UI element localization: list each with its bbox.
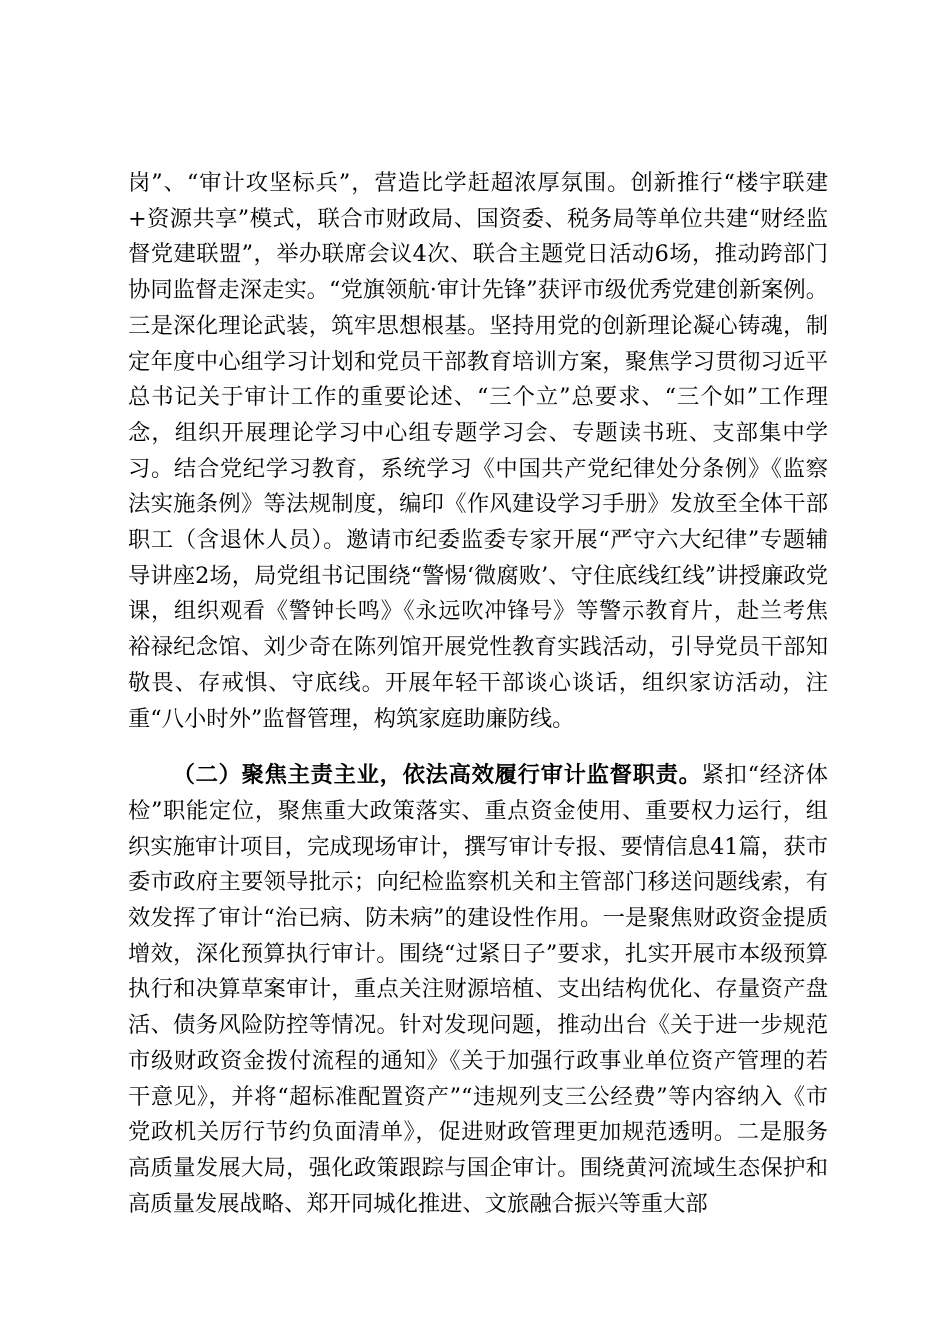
paragraph-text: 岗”、“审计攻坚标兵”，营造比学赶超浓厚氛围。创新推行“楼宇联建+资源共享”模式，联合市财政局、国资委、税务局等单位共建“财经监督党建联盟”，举办联席会议4次、联合主题党日活动6场，推动跨部门协同监督走深走实。“党旗领航·审计先锋”获评市级优秀党建创新案例。三是深化理论武装，筑牢思想根基。坚持用党的创新理论凝心铸魂，制定年度中心组学习计划和党员干部教育培训方案，聚焦学习贯彻习近平总书记关于审计工作的重要论述、“三个立”总要求、“三个如”工作理念，组织开展理论学习中心组专题学习会、专题读书班、支部集中学习。结合党纪学习教育，系统学习《中国共产党纪律处分条例》《监察法实施条例》等法规制度，编印《作风建设学习手册》发放至全体干部职工（含退休人员）。邀请市纪委监委专家开展“严守六大纪律”专题辅导讲座2场，局党组书记围绕“警惕‘微腐败’、守住底线红线”讲授廉政党课，组织观看《警钟长鸣》《永远吹冲锋号》等警示教育片，赴兰考焦裕禄纪念馆、刘少奇在陈列馆开展党性教育实践活动，引导党员干部知敬畏、存戒惧、守底线。开展年轻干部谈心谈话，组织家访活动，注重“八小时外”监督管理，构筑家庭助廉防线。 [128,170,828,732]
document-body [128,166,828,1222]
paragraph-text: 紧扣“经济体检”职能定位，聚焦重大政策落实、重点资金使用、重要权力运行，组织实施审计项目，完成现场审计，撰写审计专报、要情信息41篇，获市委市政府主要领导批示；向纪检监察机关和主管部门移送问题线索，有效发挥了审计“治已病、防未病”的建设性作用。一是聚焦财政资金提质增效，深化预算执行审计。围绕“过紧日子”要求，扎实开展市本级预算执行和决算草案审计，重点关注财源培植、支出结构优化、存量资产盘活、债务风险防控等情况。针对发现问题，推动出台《关于进一步规范市级财政资金拨付流程的通知》《关于加强行政事业单位资产管理的若干意见》，并将“超标准配置资产”“违规列支三公经费”等内容纳入《市党政机关厉行节约负面清单》，促进财政管理更加规范透明。二是服务高质量发展大局，强化政策跟踪与国企审计。围绕黄河流域生态保护和高质量发展战略、郑开同城化推进、文旅融合振兴等重大部 [128,762,828,1217]
section-heading: （二）聚焦主责主业，依法高效履行审计监督职责。 [172,762,702,789]
paragraph-audit-duties [128,758,828,1222]
paragraph-party-building [128,166,828,737]
